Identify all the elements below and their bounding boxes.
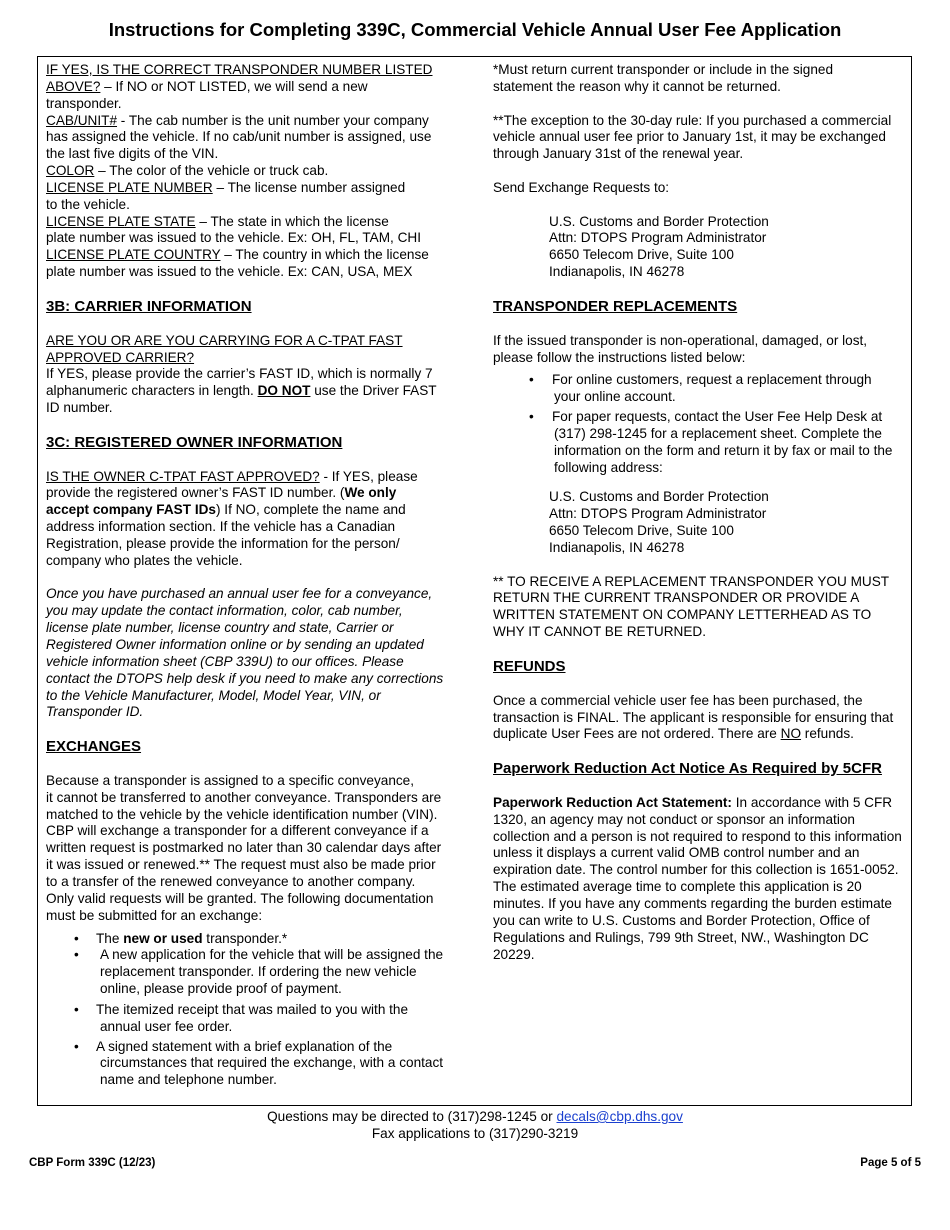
- page-number: Page 5 of 5: [860, 1157, 921, 1169]
- owner-text: accept company FAST IDs) If NO, complete the name and: [46, 502, 406, 518]
- pra-text: 20229.: [493, 946, 535, 962]
- pra-text: collection and a person is not required to respond to this information: [493, 828, 902, 844]
- owner-text: company who plates the vehicle.: [46, 552, 243, 568]
- replacement-warning: WHY IT CANNOT BE RETURNED.: [493, 624, 706, 640]
- transponder-question-line: ABOVE? – If NO or NOT LISTED, we will send a new: [46, 78, 368, 94]
- address-line: 6650 Telecom Drive, Suite 100: [549, 523, 734, 539]
- address-line: Attn: DTOPS Program Administrator: [549, 230, 767, 246]
- right-column: [493, 62, 918, 963]
- refund-text: duplicate User Fees are not ordered. There are NO refunds.: [493, 726, 854, 742]
- pra-text: 1320, an agency may not conduct or sponsor an information: [493, 811, 855, 827]
- exchange-text: CBP will exchange a transponder for a different conveyance if a: [46, 823, 429, 839]
- update-note: contact the DTOPS help desk if you need to make any corrections: [46, 670, 444, 686]
- do-not-emphasis: DO NOT: [257, 383, 311, 399]
- exchange-text: written request is postmarked no later than 30 calendar days after: [46, 840, 442, 856]
- exception-note: **The exception to the 30-day rule: If you purchased a commercial: [493, 112, 892, 128]
- heading-transponder-replacements: TRANSPONDER REPLACEMENTS: [493, 297, 738, 315]
- plate-country-definition: LICENSE PLATE COUNTRY – The country in which the license: [46, 247, 429, 263]
- carrier-text: alphanumeric characters in length. DO NOT use the Driver FAST: [46, 383, 437, 399]
- plate-country-line: plate number was issued to the vehicle. Ex: CAN, USA, MEX: [46, 264, 413, 280]
- list-item: • A new application for the vehicle that will be assigned the: [74, 947, 444, 963]
- pra-text: Paperwork Reduction Act Statement: In accordance with 5 CFR: [493, 794, 893, 810]
- exception-note: through January 31st of the renewal year.: [493, 146, 744, 162]
- exchange-text: to a transfer of the renewed conveyance to another company.: [46, 873, 416, 889]
- list-item: • For paper requests, contact the User Fee Help Desk at: [529, 409, 883, 425]
- plate-state-line: plate number was issued to the vehicle. Ex: OH, FL, TAM, CHI: [46, 230, 421, 246]
- replacement-text: please follow the instructions listed below:: [493, 349, 746, 365]
- pra-text: you can write to U.S. Customs and Border Protection, Office of: [493, 912, 870, 928]
- page-title: Instructions for Completing 339C, Commercial Vehicle Annual User Fee Application: [108, 19, 842, 40]
- refund-text: Once a commercial vehicle user fee has been purchased, the: [493, 692, 863, 708]
- exception-note: vehicle annual user fee prior to January 1st, it may be exchanged: [493, 129, 886, 145]
- list-item-line: online, please provide proof of payment.: [100, 981, 342, 997]
- email-link[interactable]: decals@cbp.dhs.gov: [556, 1109, 683, 1124]
- list-item-line: following address:: [554, 459, 663, 475]
- pra-text: Regulations and Rulings, 799 9th Street, NW., Washington DC: [493, 929, 869, 945]
- cab-unit-definition: CAB/UNIT# - The cab number is the unit number your company: [46, 112, 429, 128]
- heading-refunds: REFUNDS: [493, 657, 566, 675]
- address-line: 6650 Telecom Drive, Suite 100: [549, 247, 734, 263]
- address-line: Attn: DTOPS Program Administrator: [549, 506, 767, 522]
- address-line: Indianapolis, IN 46278: [549, 264, 685, 280]
- pra-text: expiration date. The control number for this collection is 1651-0052.: [493, 862, 899, 878]
- list-item: • For online customers, request a replacement through: [529, 372, 872, 388]
- list-item-line: replacement transponder. If ordering the new vehicle: [100, 964, 417, 980]
- plate-number-definition: LICENSE PLATE NUMBER – The license number assigned: [46, 179, 406, 195]
- must-return-note: statement the reason why it cannot be returned.: [493, 78, 781, 94]
- pra-text: The estimated average time to complete this application is 20: [493, 879, 862, 895]
- send-requests-label: Send Exchange Requests to:: [493, 179, 670, 195]
- owner-question: IS THE OWNER C-TPAT FAST APPROVED? - If YES, please: [46, 468, 418, 484]
- bullet-icon: •: [529, 372, 534, 388]
- carrier-text: If YES, please provide the carrier’s FAST ID, which is normally 7: [46, 366, 433, 382]
- plate-number-line: to the vehicle.: [46, 196, 130, 212]
- carrier-text: ID number.: [46, 400, 113, 416]
- left-column: [46, 62, 474, 1089]
- exchange-text: Only valid requests will be granted. The following documentation: [46, 890, 434, 906]
- list-item: • The itemized receipt that was mailed to you with the: [74, 1001, 409, 1017]
- list-item-line: circumstances that required the exchange, with a contact: [100, 1055, 444, 1071]
- bullet-icon: •: [74, 1001, 79, 1017]
- update-note: Once you have purchased an annual user fee for a conveyance,: [46, 586, 433, 602]
- questions-line: Questions may be directed to (317)298-1245 or decals@cbp.dhs.gov: [267, 1109, 683, 1124]
- bullet-icon: •: [74, 1038, 79, 1054]
- replacement-text: If the issued transponder is non-operational, damaged, or lost,: [493, 332, 868, 348]
- owner-text: Registration, please provide the information for the person/: [46, 535, 400, 551]
- exchange-text: matched to the vehicle by the vehicle identification number (VIN).: [46, 806, 438, 822]
- cab-unit-line: the last five digits of the VIN.: [46, 146, 219, 162]
- list-item-line: annual user fee order.: [100, 1018, 233, 1034]
- list-item-line: information on the form and return it by fax or mail to the: [554, 442, 893, 458]
- exchange-text: must be submitted for an exchange:: [46, 907, 263, 923]
- replacement-warning: RETURN THE CURRENT TRANSPONDER OR PROVIDE A: [493, 590, 860, 606]
- address-line: Indianapolis, IN 46278: [549, 539, 685, 555]
- exchange-text: it was issued or renewed.** The request must also be made prior: [46, 857, 436, 873]
- transponder-answer-line: transponder.: [46, 95, 122, 111]
- address-line: U.S. Customs and Border Protection: [549, 489, 769, 505]
- list-item: • The new or used transponder.*: [74, 930, 288, 946]
- bullet-icon: •: [74, 930, 79, 946]
- update-note: Transponder ID.: [46, 704, 144, 720]
- update-note: to the Vehicle Manufacturer, Model, Model Year, VIN, or: [46, 687, 381, 703]
- replacement-warning: WRITTEN STATEMENT ON COMPANY LETTERHEAD AS TO: [493, 607, 872, 623]
- exchange-text: Because a transponder is assigned to a specific conveyance,: [46, 772, 415, 788]
- owner-text: provide the registered owner’s FAST ID number. (We only: [46, 485, 397, 501]
- bullet-icon: •: [74, 947, 79, 963]
- update-note: Registered Owner information online or by sending an updated: [46, 637, 424, 652]
- must-return-note: *Must return current transponder or include in the signed: [493, 62, 834, 77]
- pra-text: unless it displays a current valid OMB control number and an: [493, 845, 860, 861]
- update-note: license plate number, license country and state, Carrier or: [46, 620, 394, 636]
- carrier-question-line: APPROVED CARRIER?: [46, 349, 195, 365]
- plate-state-definition: LICENSE PLATE STATE – The state in which the license: [46, 213, 389, 229]
- list-item-line: your online account.: [554, 389, 676, 405]
- fax-line: Fax applications to (317)290-3219: [371, 1125, 579, 1141]
- bullet-icon: •: [529, 409, 534, 425]
- transponder-question: IF YES, IS THE CORRECT TRANSPONDER NUMBER LISTED: [46, 62, 433, 77]
- update-note: you may update the contact information, color, cab number,: [46, 603, 403, 619]
- pra-text: minutes. If you have any comments regarding the burden estimate: [493, 895, 892, 911]
- heading-carrier-information: 3B: CARRIER INFORMATION: [46, 297, 252, 315]
- list-item: • A signed statement with a brief explanation of the: [74, 1038, 393, 1054]
- exchange-text: it cannot be transferred to another conveyance. Transponders are: [46, 789, 442, 805]
- form-id: CBP Form 339C (12/23): [29, 1157, 156, 1169]
- update-note: vehicle information sheet (CBP 339U) to our offices. Please: [46, 653, 404, 669]
- heading-exchanges: EXCHANGES: [46, 738, 142, 756]
- owner-text: address information section. If the vehicle has a Canadian: [46, 519, 396, 535]
- replacement-warning: ** TO RECEIVE A REPLACEMENT TRANSPONDER YOU MUST: [493, 573, 890, 589]
- color-definition: COLOR – The color of the vehicle or truck cab.: [46, 163, 329, 179]
- cab-unit-line: has assigned the vehicle. If no cab/unit number is assigned, use: [46, 129, 432, 145]
- refund-text: transaction is FINAL. The applicant is responsible for ensuring that: [493, 709, 894, 725]
- carrier-question: ARE YOU OR ARE YOU CARRYING FOR A C-TPAT FAST: [46, 332, 403, 348]
- footer-contact: [0, 1109, 950, 1143]
- heading-paperwork-reduction: Paperwork Reduction Act Notice As Required by 5CFR: [493, 760, 882, 778]
- heading-registered-owner: 3C: REGISTERED OWNER INFORMATION: [46, 433, 343, 451]
- address-line: U.S. Customs and Border Protection: [549, 213, 769, 229]
- list-item-line: (317) 298-1245 for a replacement sheet. Complete the: [554, 425, 882, 441]
- list-item-line: name and telephone number.: [100, 1072, 277, 1088]
